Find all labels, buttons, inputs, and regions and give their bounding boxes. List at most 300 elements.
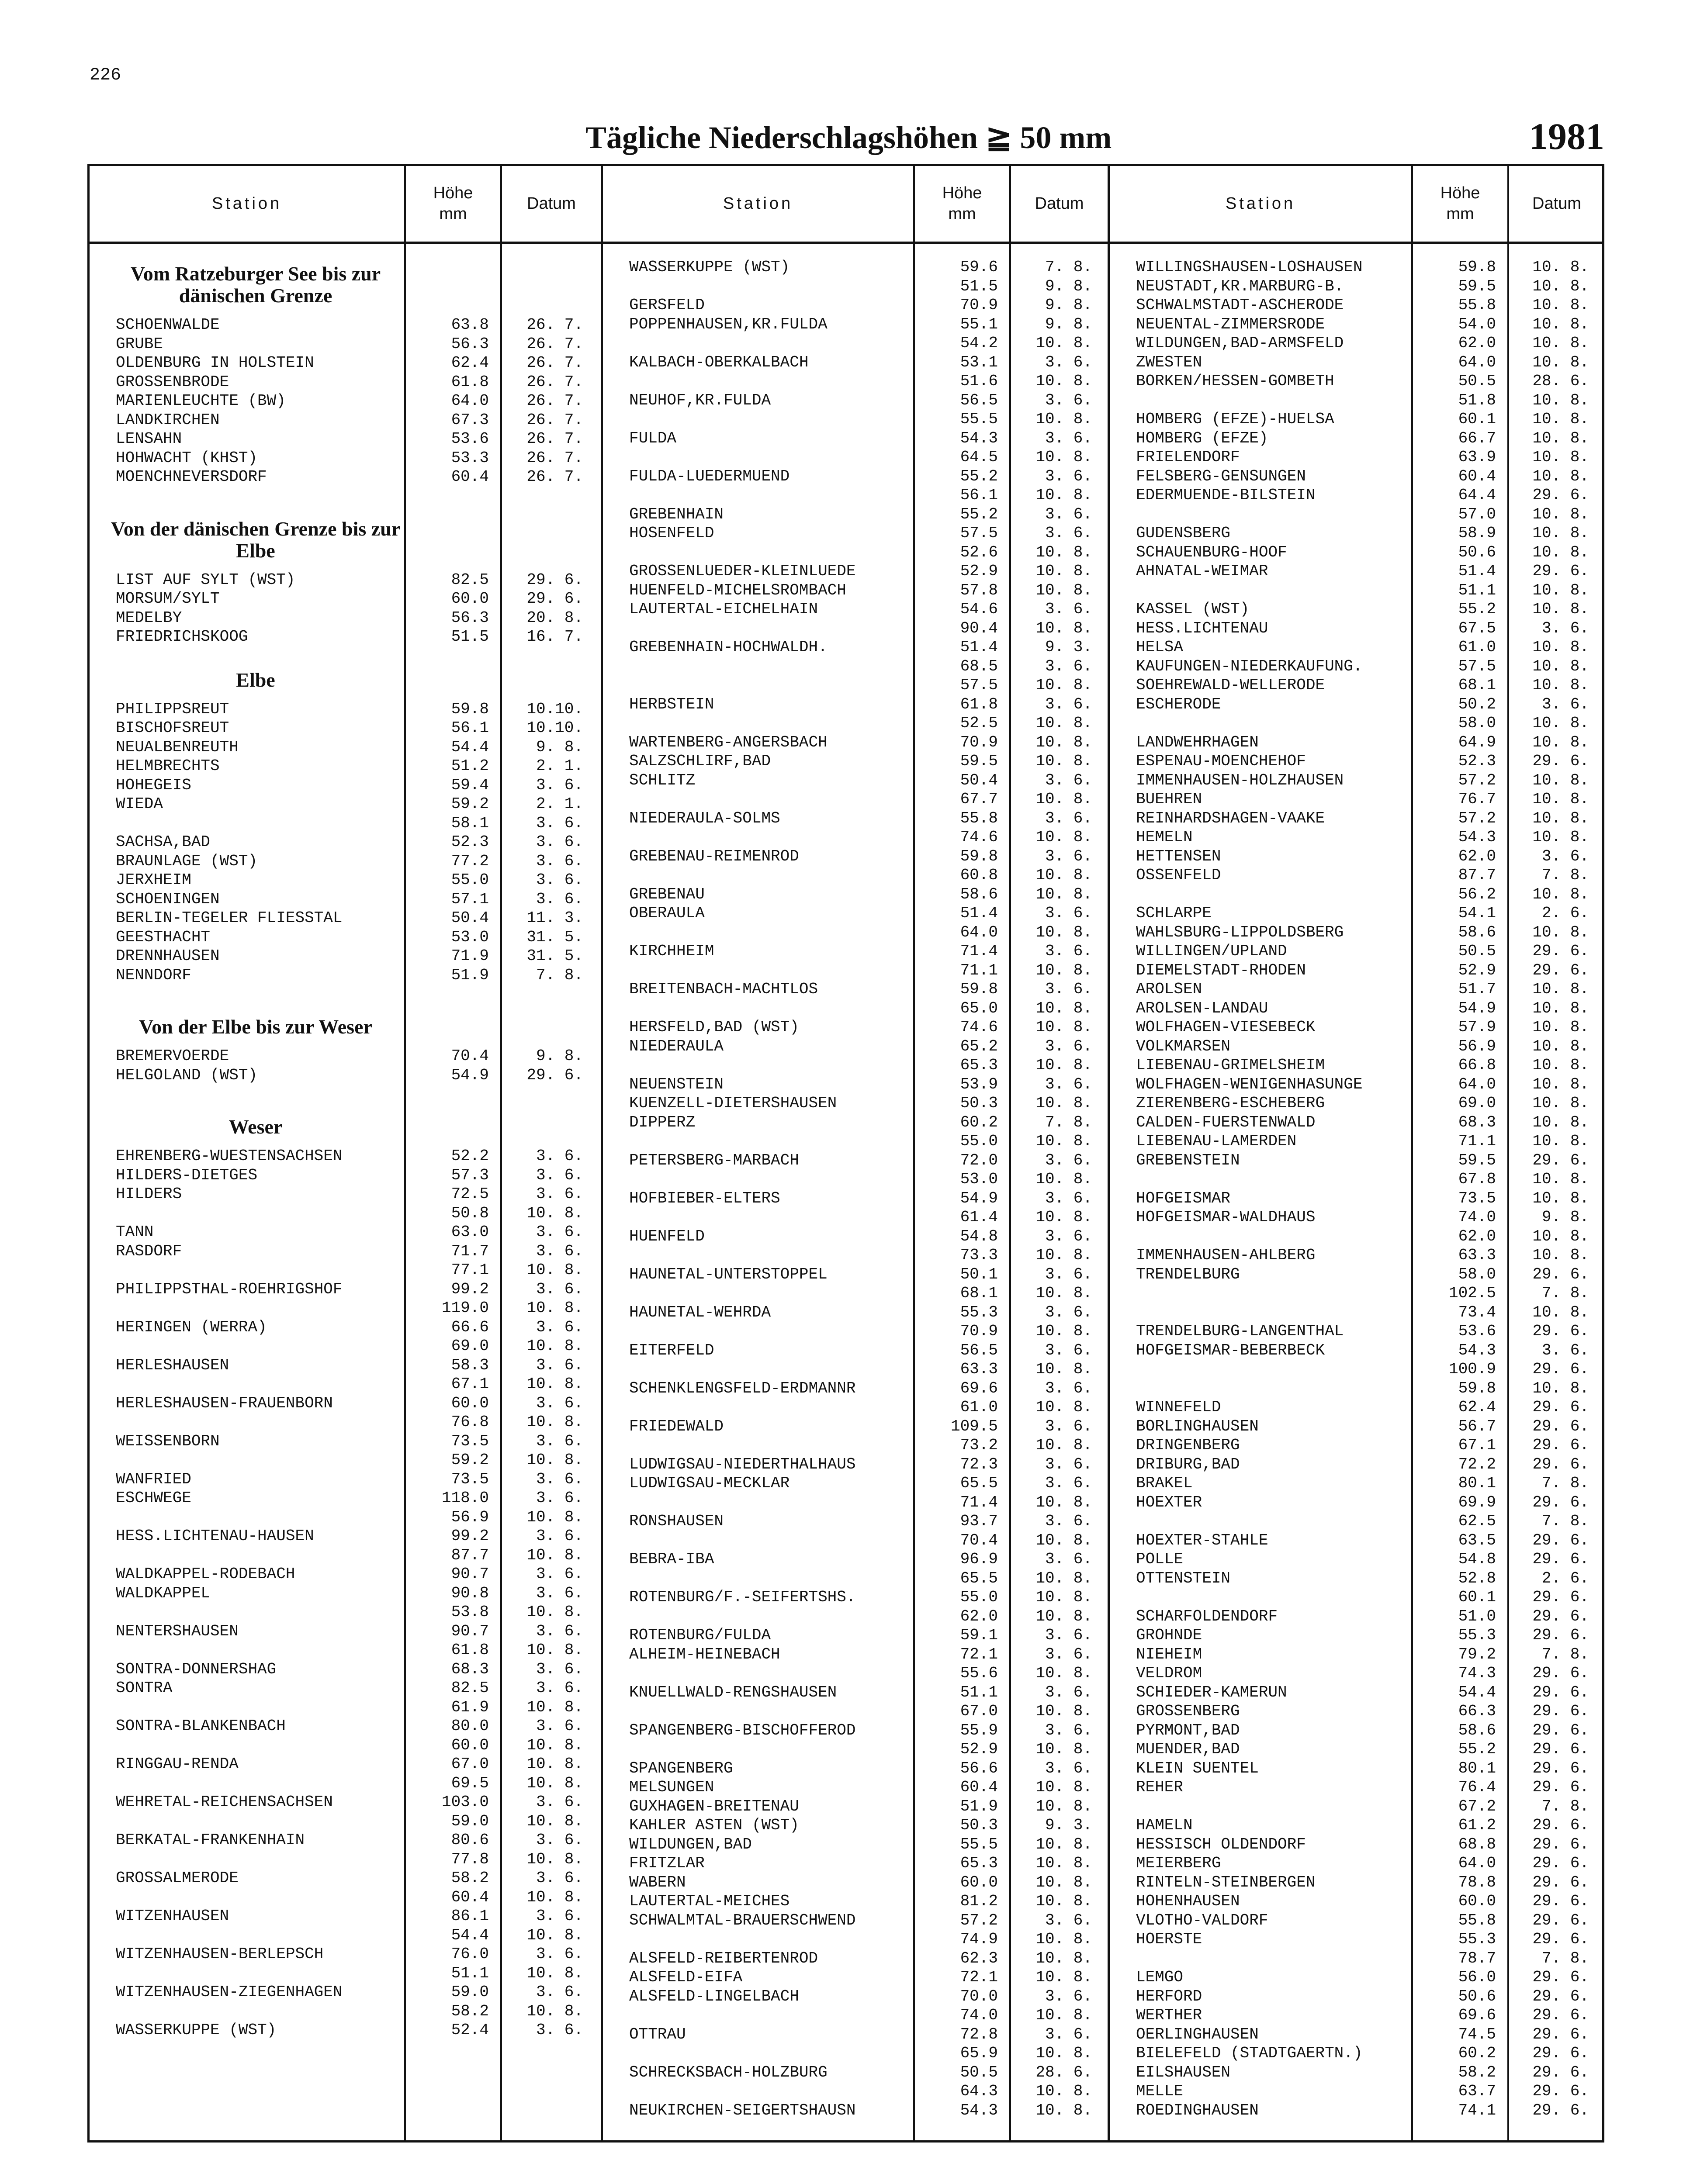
table-row (603, 980, 1108, 999)
precipitation-value: 66.7 (1458, 429, 1496, 447)
precipitation-value: 73.2 (960, 1436, 998, 1454)
table-row (603, 1721, 1108, 1740)
date-value: 7. 8. (1045, 1113, 1092, 1131)
date-value: 10. 8. (526, 1451, 583, 1469)
date-value: 3. 6. (1045, 1911, 1092, 1929)
date-value: 10. 8. (1532, 410, 1589, 428)
precipitation-value: 90.8 (451, 1584, 489, 1602)
station-name: NENTERSHAUSEN (116, 1622, 239, 1640)
precipitation-value: 77.1 (451, 1261, 489, 1279)
date-value: 10. 8. (1035, 1778, 1092, 1796)
precipitation-value: 63.5 (1458, 1531, 1496, 1549)
table-row (603, 942, 1108, 961)
table-row (1110, 1436, 1604, 1455)
date-value: 29. 6. (526, 590, 583, 608)
date-value: 10. 8. (1035, 619, 1092, 637)
table-row (90, 315, 601, 335)
precipitation-value: 72.8 (960, 2025, 998, 2043)
station-name: WITZENHAUSEN-ZIEGENHAGEN (116, 1983, 343, 2001)
precipitation-value: 57.2 (960, 1911, 998, 1929)
date-value: 10. 8. (1532, 1303, 1589, 1321)
station-name: SONTRA-DONNERSHAG (116, 1660, 277, 1678)
date-value: 29. 6. (1532, 2044, 1589, 2062)
precipitation-value: 58.0 (1458, 1265, 1496, 1283)
station-name: MELLE (1136, 2082, 1184, 2100)
table-row (603, 1778, 1108, 1797)
precipitation-value: 58.2 (1458, 2063, 1496, 2081)
precipitation-value: 72.3 (960, 1455, 998, 1473)
precipitation-value: 60.0 (451, 590, 489, 608)
table-row (1110, 467, 1604, 486)
date-value: 3. 6. (1045, 505, 1092, 523)
precipitation-value: 57.0 (1458, 505, 1496, 523)
table-row (603, 1417, 1108, 1436)
date-value: 7. 8. (1541, 866, 1589, 884)
precipitation-value: 68.1 (960, 1284, 998, 1302)
header-hoehe (1411, 166, 1507, 242)
table-row (90, 1047, 601, 1066)
date-value: 10. 8. (526, 1337, 583, 1355)
table-row (90, 1812, 601, 1831)
column-header (90, 166, 601, 244)
date-value: 10. 8. (526, 1755, 583, 1773)
table-row (603, 1170, 1108, 1189)
date-value: 29. 6. (1532, 1398, 1589, 1416)
table-row (1110, 1949, 1604, 1968)
date-value: 10. 8. (1035, 2044, 1092, 2062)
date-value: 29. 6. (1532, 2025, 1589, 2043)
date-value: 10. 8. (1035, 1949, 1092, 1967)
precipitation-value: 53.0 (451, 928, 489, 946)
date-value: 29. 6. (1532, 1873, 1589, 1891)
date-value: 10. 8. (1035, 1094, 1092, 1112)
table-row (603, 1360, 1108, 1379)
station-name: WILLINGSHAUSEN-LOSHAUSEN (1136, 258, 1363, 276)
date-value: 3. 6. (1045, 1987, 1092, 2005)
table-row (603, 1930, 1108, 1949)
station-name: WITZENHAUSEN-BERLEPSCH (116, 1945, 324, 1963)
section-heading: Von der dänischen Grenze bis zur Elbe (111, 517, 401, 562)
precipitation-value: 51.0 (1458, 1607, 1496, 1625)
date-value: 29. 6. (1532, 1455, 1589, 1473)
station-name: REHER (1136, 1778, 1184, 1796)
table-row (603, 1474, 1108, 1493)
date-value: 10. 8. (1035, 999, 1092, 1017)
precipitation-value: 58.3 (451, 1356, 489, 1374)
table-row (90, 1280, 601, 1299)
station-name: POPPENHAUSEN,KR.FULDA (629, 315, 828, 333)
header-station: Station (211, 194, 282, 213)
station-name: ROTENBURG/FULDA (629, 1626, 771, 1644)
precipitation-value: 74.6 (960, 828, 998, 846)
station-name: LANDKIRCHEN (116, 411, 220, 429)
precipitation-value: 69.9 (1458, 1493, 1496, 1511)
table-row (90, 353, 601, 373)
date-value: 10. 8. (526, 1261, 583, 1279)
precipitation-value: 65.5 (960, 1474, 998, 1492)
station-name: EITERFELD (629, 1341, 714, 1359)
date-value: 10. 8. (1035, 1607, 1092, 1625)
table-row (90, 1774, 601, 1793)
precipitation-value: 67.0 (960, 1702, 998, 1720)
date-value: 29. 6. (1532, 1683, 1589, 1701)
precipitation-value: 61.0 (1458, 638, 1496, 656)
precipitation-value: 67.7 (960, 790, 998, 808)
precipitation-value: 76.4 (1458, 1778, 1496, 1796)
precipitation-value: 60.4 (1458, 467, 1496, 485)
date-value: 10. 8. (1035, 1360, 1092, 1378)
precipitation-value: 52.5 (960, 714, 998, 732)
table-row (603, 676, 1108, 695)
station-name: GUDENSBERG (1136, 524, 1231, 542)
date-value: 3. 6. (1045, 1645, 1092, 1663)
station-name: HILDERS-DIETGES (116, 1166, 258, 1184)
station-name: ALSFELD-EIFA (629, 1968, 743, 1986)
precipitation-value: 60.4 (960, 1778, 998, 1796)
station-name: GEESTHACHT (116, 928, 211, 946)
date-value: 10. 8. (1532, 448, 1589, 466)
station-name: ROEDINGHAUSEN (1136, 2101, 1259, 2119)
station-name: WIEDA (116, 795, 163, 813)
table-row (90, 890, 601, 909)
table-row (90, 589, 601, 608)
station-name: AHNATAL-WEIMAR (1136, 562, 1268, 580)
station-name: BERKATAL-FRANKENHAIN (116, 1831, 305, 1849)
table-row (603, 1740, 1108, 1759)
precipitation-value: 57.1 (451, 890, 489, 908)
table-row (603, 1531, 1108, 1550)
table-row (603, 486, 1108, 505)
station-name: HOMBERG (EFZE) (1136, 429, 1268, 447)
station-name: LUDWIGSAU-MECKLAR (629, 1474, 790, 1492)
station-name: HOHWACHT (KHST) (116, 449, 258, 467)
station-name: SACHSA,BAD (116, 833, 211, 851)
date-value: 3. 6. (536, 1147, 583, 1165)
table-row (1110, 2025, 1604, 2044)
date-value: 10. 8. (526, 1888, 583, 1906)
precipitation-value: 56.3 (451, 608, 489, 627)
precipitation-value: 102.5 (1448, 1284, 1496, 1302)
station-name: AROLSEN-LANDAU (1136, 999, 1268, 1017)
date-value: 3. 6. (536, 890, 583, 908)
table-row (603, 1189, 1108, 1208)
precipitation-value: 70.4 (451, 1047, 489, 1065)
date-value: 29. 6. (1532, 1265, 1589, 1283)
table-row (1110, 2063, 1604, 2082)
table-row (90, 429, 601, 449)
table-row (603, 524, 1108, 543)
date-value: 28. 6. (1035, 2063, 1092, 2081)
station-name: KNUELLWALD-RENGSHAUSEN (629, 1683, 837, 1701)
table-row (1110, 847, 1604, 866)
date-value: 10. 8. (1035, 733, 1092, 751)
station-name: VLOTHO-VALDORF (1136, 1911, 1268, 1929)
date-value: 29. 6. (1532, 1607, 1589, 1625)
precipitation-value: 56.6 (960, 1759, 998, 1777)
precipitation-value: 58.2 (451, 2002, 489, 2020)
precipitation-value: 68.3 (1458, 1113, 1496, 1131)
precipitation-value: 50.6 (1458, 543, 1496, 561)
date-value: 10. 8. (1035, 1018, 1092, 1036)
table-row (90, 833, 601, 852)
station-name: BEBRA-IBA (629, 1550, 714, 1568)
date-value: 29. 6. (1532, 2101, 1589, 2119)
precipitation-value: 65.9 (960, 2044, 998, 2062)
station-name: IMMENHAUSEN-HOLZHAUSEN (1136, 771, 1344, 789)
table-row (1110, 676, 1604, 695)
date-value: 10. 8. (1532, 505, 1589, 523)
header-datum: Datum (1009, 166, 1108, 242)
date-value: 10. 8. (1532, 638, 1589, 656)
date-value: 10. 8. (1035, 1664, 1092, 1682)
table-row (603, 410, 1108, 429)
table-row (1110, 1930, 1604, 1949)
date-value: 10. 8. (1035, 1132, 1092, 1150)
precipitation-value: 71.1 (1458, 1132, 1496, 1150)
date-value: 10. 8. (1532, 391, 1589, 409)
table-row (1110, 1417, 1604, 1436)
date-value: 3. 6. (1541, 619, 1589, 637)
precipitation-value: 54.9 (960, 1189, 998, 1207)
header-hoehe-label: Höhe (942, 184, 982, 202)
date-value: 10. 8. (1532, 600, 1589, 618)
table-row (90, 1546, 601, 1565)
station-name: WERTHER (1136, 2006, 1202, 2024)
date-value: 3. 6. (1045, 524, 1092, 542)
date-value: 29. 6. (1532, 1322, 1589, 1340)
date-value: 26. 7. (526, 430, 583, 448)
table-row (1110, 1284, 1604, 1303)
precipitation-value: 73.5 (451, 1432, 489, 1450)
table-row (90, 928, 601, 947)
date-value: 29. 6. (1532, 486, 1589, 504)
precipitation-value: 74.5 (1458, 2025, 1496, 2043)
station-name: PETERSBERG-MARBACH (629, 1151, 799, 1169)
station-name: OSSENFELD (1136, 866, 1221, 884)
precipitation-value: 73.4 (1458, 1303, 1496, 1321)
date-value: 10. 8. (1035, 1873, 1092, 1891)
precipitation-value: 58.0 (1458, 714, 1496, 732)
table-row (603, 1075, 1108, 1094)
precipitation-value: 50.1 (960, 1265, 998, 1283)
station-name: HILDERS (116, 1185, 182, 1203)
precipitation-value: 90.4 (960, 619, 998, 637)
precipitation-value: 90.7 (451, 1622, 489, 1640)
table-row (1110, 714, 1604, 733)
station-name: POLLE (1136, 1550, 1184, 1568)
date-value: 10. 8. (1532, 980, 1589, 998)
date-value: 7. 8. (1541, 1797, 1589, 1815)
precipitation-value: 52.9 (960, 562, 998, 580)
table-row (1110, 1740, 1604, 1759)
table-row (1110, 733, 1604, 752)
station-name: BISCHOFSREUT (116, 719, 229, 737)
station-name: FRIEDRICHSKOOG (116, 628, 248, 646)
precipitation-value: 56.5 (960, 391, 998, 409)
spacer (90, 646, 601, 664)
precipitation-value: 56.1 (451, 719, 489, 737)
date-value: 29. 6. (1532, 1892, 1589, 1910)
station-name: NENNDORF (116, 966, 191, 984)
table-row (603, 1512, 1108, 1531)
date-value: 10. 8. (1035, 885, 1092, 903)
table-row (1110, 486, 1604, 505)
table-row (1110, 1664, 1604, 1683)
precipitation-value: 64.0 (960, 923, 998, 941)
table-row (1110, 296, 1604, 315)
date-value: 3. 6. (536, 1280, 583, 1298)
date-value: 10. 8. (1035, 752, 1092, 770)
station-name: SPANGENBERG-BISCHOFFEROD (629, 1721, 856, 1739)
table-row (603, 923, 1108, 942)
precipitation-value: 65.3 (960, 1854, 998, 1872)
precipitation-value: 67.1 (451, 1375, 489, 1393)
date-value: 3. 6. (1045, 1151, 1092, 1169)
table-row (1110, 410, 1604, 429)
precipitation-value: 74.6 (960, 1018, 998, 1036)
precipitation-value: 55.9 (960, 1721, 998, 1739)
spacer (90, 1085, 601, 1111)
date-value: 3. 6. (536, 871, 583, 889)
table-row (90, 570, 601, 590)
station-name: SCHOENINGEN (116, 890, 220, 908)
table-row (603, 1683, 1108, 1702)
date-value: 7. 8. (1541, 1512, 1589, 1530)
precipitation-value: 63.3 (960, 1360, 998, 1378)
table-row (1110, 1132, 1604, 1151)
precipitation-value: 77.8 (451, 1850, 489, 1868)
table-row (90, 1356, 601, 1375)
table-row (603, 1303, 1108, 1322)
date-value: 10. 8. (526, 1375, 583, 1393)
date-value: 3. 6. (1541, 1341, 1589, 1359)
table-row (90, 814, 601, 833)
precipitation-value: 66.8 (1458, 1056, 1496, 1074)
table-row (90, 1717, 601, 1736)
date-value: 16. 7. (526, 628, 583, 646)
precipitation-value: 50.3 (960, 1094, 998, 1112)
station-name: KAUFUNGEN-NIEDERKAUFUNG. (1136, 657, 1363, 675)
station-name: SCHARFOLDENDORF (1136, 1607, 1278, 1625)
precipitation-value: 79.2 (1458, 1645, 1496, 1663)
precipitation-value: 57.8 (960, 581, 998, 599)
precipitation-value: 64.0 (1458, 353, 1496, 371)
station-name: NEUENSTEIN (629, 1075, 724, 1093)
date-value: 10. 8. (1532, 790, 1589, 808)
table-row (1110, 790, 1604, 809)
table-row (603, 1987, 1108, 2006)
date-value: 26. 7. (526, 335, 583, 353)
date-value: 10. 8. (1035, 676, 1092, 694)
table-row (1110, 1835, 1604, 1854)
station-name: HERBSTEIN (629, 695, 714, 713)
date-value: 10. 8. (1532, 885, 1589, 903)
date-value: 29. 6. (1532, 1816, 1589, 1834)
precipitation-value: 52.9 (960, 1740, 998, 1758)
precipitation-value: 56.5 (960, 1341, 998, 1359)
date-value: 29. 6. (1532, 2006, 1589, 2024)
date-value: 3. 6. (536, 1185, 583, 1203)
date-value: 10. 8. (1035, 372, 1092, 390)
station-name: GROSSALMERODE (116, 1869, 239, 1887)
date-value: 29. 6. (1532, 1550, 1589, 1568)
date-value: 10. 8. (526, 1603, 583, 1621)
date-value: 3. 6. (536, 1470, 583, 1488)
table-row (90, 1926, 601, 1945)
station-name: OTTRAU (629, 2025, 686, 2043)
date-value: 3. 6. (536, 1584, 583, 1602)
table-row (603, 2006, 1108, 2025)
date-value: 3. 6. (1045, 980, 1092, 998)
date-value: 10. 8. (1035, 2082, 1092, 2100)
date-value: 26. 7. (526, 373, 583, 391)
station-name: HERSFELD,BAD (WST) (629, 1018, 799, 1036)
precipitation-value: 56.9 (1458, 1037, 1496, 1055)
station-name: BREITENBACH-MACHTLOS (629, 980, 818, 998)
precipitation-value: 50.2 (1458, 695, 1496, 713)
precipitation-value: 61.2 (1458, 1816, 1496, 1834)
precipitation-value: 73.5 (1458, 1189, 1496, 1207)
station-name: HELGOLAND (WST) (116, 1066, 258, 1084)
date-value: 10. 8. (1035, 486, 1092, 504)
date-value: 10. 8. (526, 1812, 583, 1830)
precipitation-value: 57.3 (451, 1166, 489, 1184)
section-heading: Elbe (236, 668, 275, 691)
table-row (90, 1793, 601, 1812)
table-row (90, 1242, 601, 1261)
date-value: 2. 6. (1541, 1569, 1589, 1587)
precipitation-value: 60.1 (1458, 410, 1496, 428)
table-row (603, 1626, 1108, 1645)
table-row (603, 828, 1108, 847)
table-row (603, 600, 1108, 619)
precipitation-value: 51.4 (960, 638, 998, 656)
station-name: KLEIN SUENTEL (1136, 1759, 1259, 1777)
date-value: 3. 6. (1045, 1683, 1092, 1701)
station-name: BUEHREN (1136, 790, 1202, 808)
date-value: 3. 6. (1541, 695, 1589, 713)
date-value: 3. 6. (1045, 1626, 1092, 1644)
station-name: BREMERVOERDE (116, 1047, 229, 1065)
station-name: HAUNETAL-UNTERSTOPPEL (629, 1265, 828, 1283)
precipitation-value: 51.9 (960, 1797, 998, 1815)
date-value: 20. 8. (526, 608, 583, 627)
date-value: 3. 6. (1045, 1227, 1092, 1245)
date-value: 3. 6. (536, 814, 583, 832)
precipitation-value: 67.8 (1458, 1170, 1496, 1188)
station-name: LIST AUF SYLT (WST) (116, 570, 295, 589)
date-value: 10. 8. (1532, 543, 1589, 561)
date-value: 10. 8. (1035, 1854, 1092, 1872)
precipitation-value: 50.4 (451, 909, 489, 927)
precipitation-value: 74.0 (1458, 1208, 1496, 1226)
table-row (603, 1607, 1108, 1626)
precipitation-value: 72.1 (960, 1968, 998, 1986)
date-value: 10. 8. (1035, 1835, 1092, 1853)
table-row (1110, 391, 1604, 410)
date-value: 3. 6. (1045, 904, 1092, 922)
precipitation-value: 60.0 (960, 1873, 998, 1891)
date-value: 10. 8. (1035, 543, 1092, 561)
precipitation-value: 64.0 (1458, 1854, 1496, 1872)
station-name: ESPENAU-MOENCHEHOF (1136, 752, 1306, 770)
precipitation-value: 55.2 (960, 505, 998, 523)
precipitation-value: 50.4 (960, 771, 998, 789)
table-row (1110, 1360, 1604, 1379)
precipitation-value: 63.3 (1458, 1246, 1496, 1264)
precipitation-value: 71.7 (451, 1242, 489, 1260)
precipitation-value: 99.2 (451, 1280, 489, 1298)
